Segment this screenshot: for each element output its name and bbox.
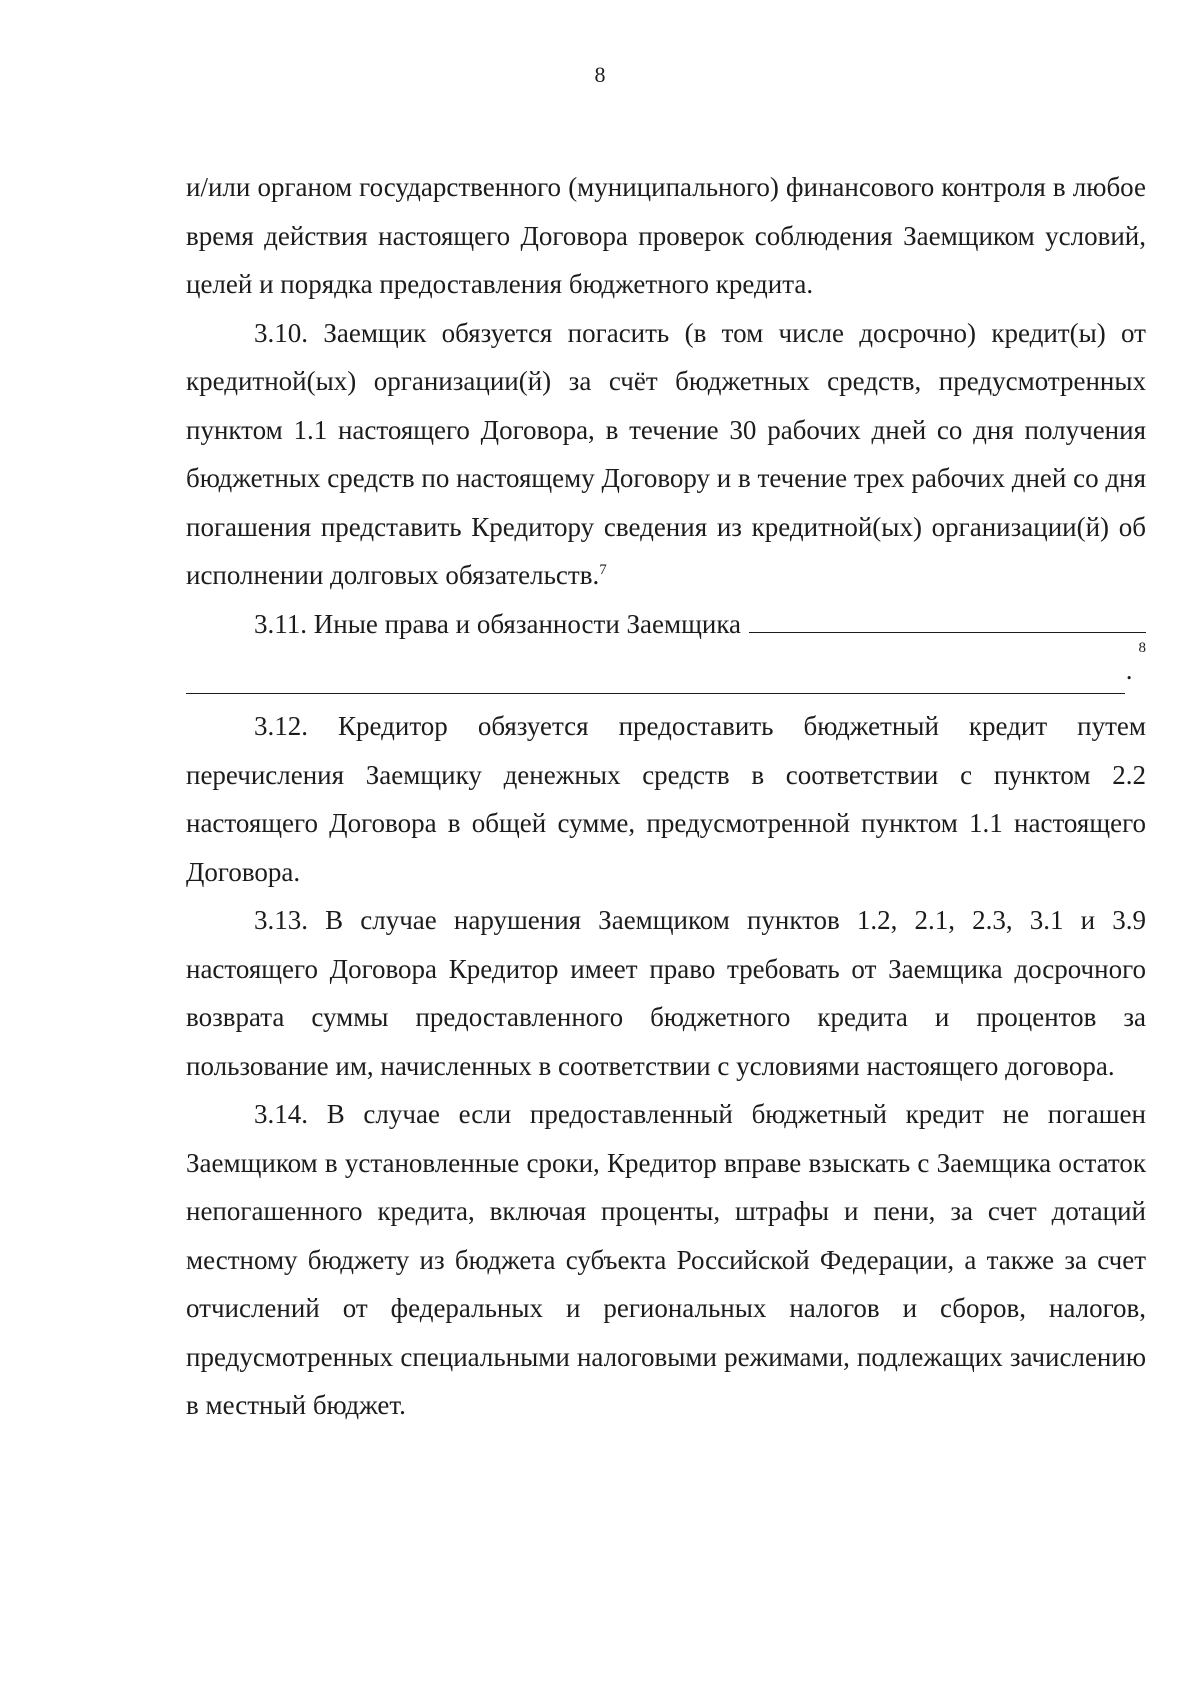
paragraph-3-14: 3.14. В случае если предоставленный бюджетный кредит не погашен Заемщиком в установленные сроки, Кредитор вправе взыскать с Заемщика остаток непогашенного кредита, включая проценты, штрафы и пени, за счет дотаций местному бюджету из бюджета субъекта Российской Федерации, а также за счет отчислений от федеральных и региональных налогов и сборов, налогов, предусмотренных специальными налоговыми режимами, подлежащих зачислению в местный бюджет. bbox=[186, 1099, 1146, 1420]
paragraph-3-11-label: 3.11. Иные права и обязанности Заемщика bbox=[254, 608, 742, 639]
paragraph-3-11-continuation bbox=[186, 639, 1146, 694]
blank-line-2 bbox=[186, 669, 1125, 694]
paragraph-3-10: 3.10. Заемщик обязуется погасить (в том числе досрочно) кредит(ы) от кредитной(ых) организации(й) за счёт бюджетных средств, предусмотренных пунктом 1.1 настоящего Договора, в течение 30 рабочих дней со дня получения бюджетных средств по настоящему Договору и в течение трех рабочих дней со дня погашения представить Кредитору сведения из кредитной(ых) организации(й) об исполнении долговых обязательств.$^7$ bbox=[186, 317, 1146, 590]
paragraph-continuation: и/или органом государственного (муниципального) финансового контроля в любое время действия настоящего Договора проверок соблюдения Заемщиком условий, целей и порядка предоставления бюджетного кредита. bbox=[186, 172, 1146, 299]
page-number: 8 bbox=[594, 62, 606, 87]
blank-line-1 bbox=[749, 602, 1146, 633]
footnote-ref-7: 7 bbox=[599, 562, 607, 578]
paragraph-3-12: 3.12. Кредитор обязуется предоставить бюджетный кредит путем перечисления Заемщику денежных средств в соответствии с пунктом 2.2 настоящего Договора в общей сумме, предусмотренной пунктом 1.1 настоящего Договора. bbox=[186, 711, 1146, 887]
paragraph-3-11-end: . bbox=[1125, 654, 1133, 685]
document-body bbox=[186, 163, 1146, 1430]
paragraph-3-13: 3.13. В случае нарушения Заемщиком пунктов 1.2, 2.1, 2.3, 3.1 и 3.9 настоящего Договора Кредитор имеет право требовать от Заемщика досрочного возврата суммы предоставленного бюджетного кредита и процентов за пользование им, начисленных в соответствии с условиями настоящего договора. bbox=[186, 905, 1146, 1081]
paragraph-3-11 bbox=[186, 600, 1146, 649]
footnote-ref-8: 8 bbox=[1138, 639, 1146, 656]
